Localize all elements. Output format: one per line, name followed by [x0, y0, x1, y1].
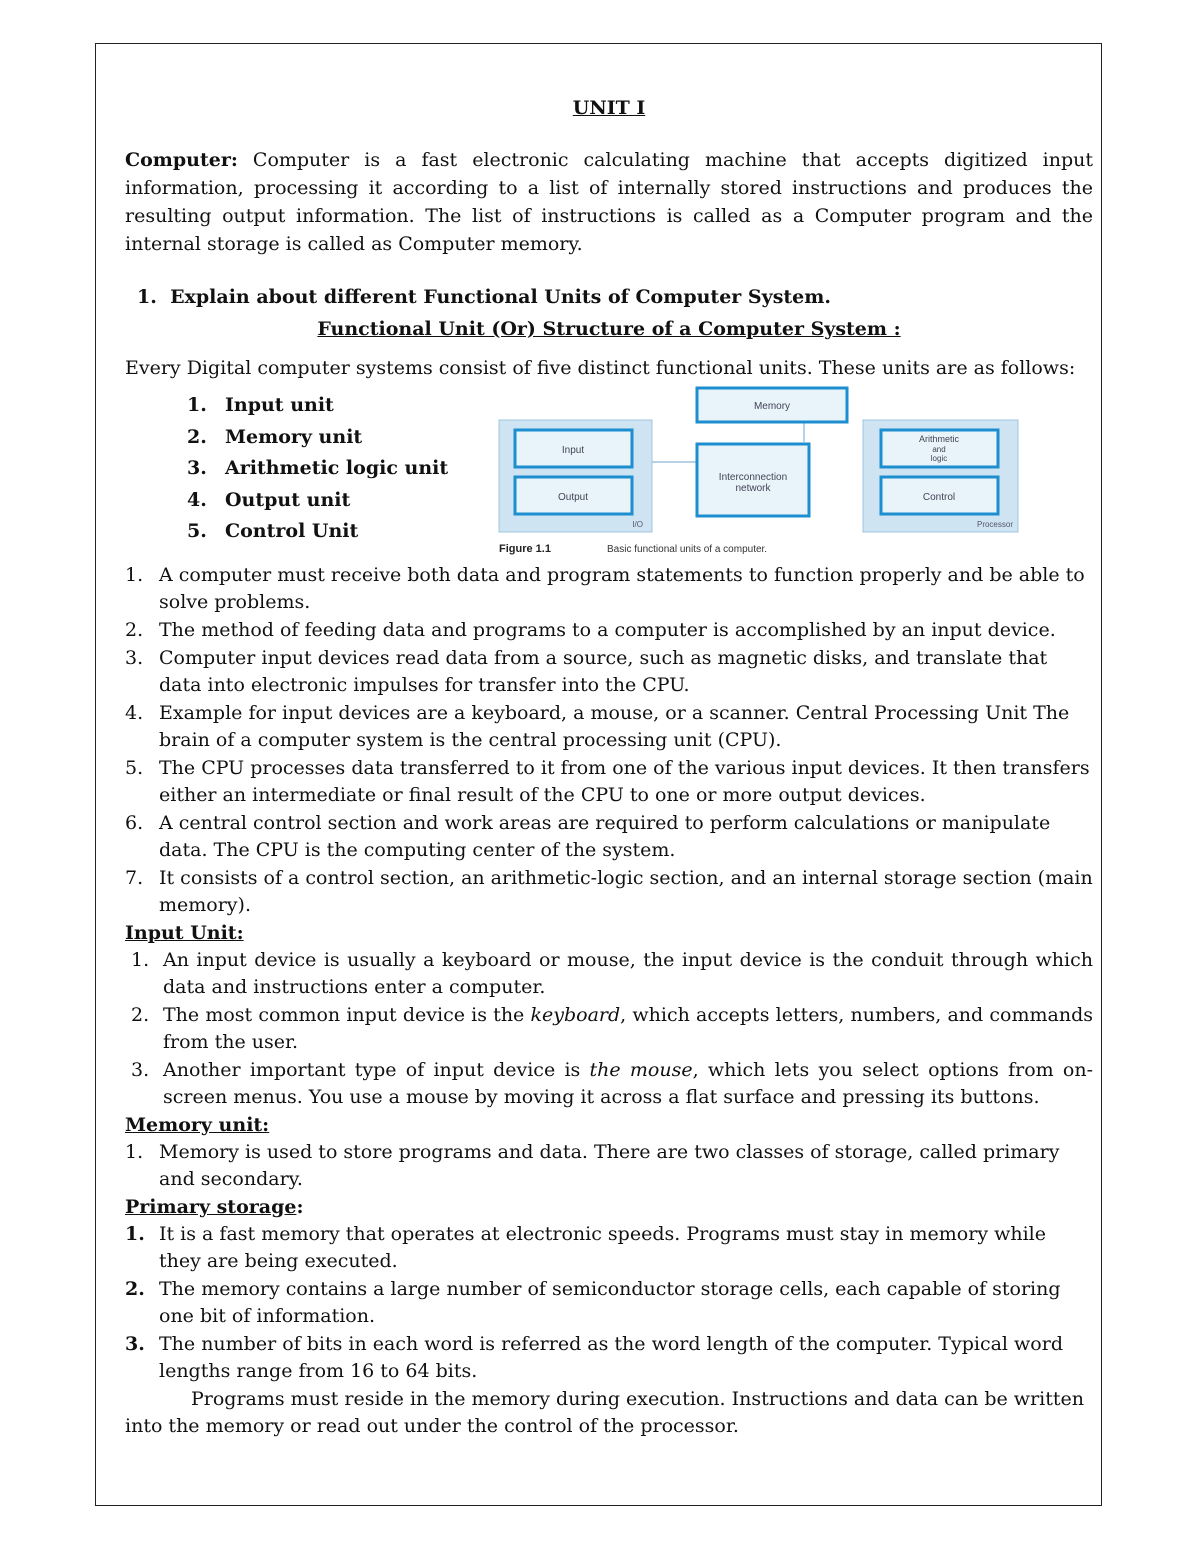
cpu-points-list — [125, 562, 1093, 919]
list-item: 7. It consists of a control section, an arithmetic-logic section, and an internal storage section (main memory). — [125, 867, 1093, 916]
input-box-label: Input — [561, 445, 585, 456]
memory-unit-list — [125, 1139, 1093, 1193]
list-item: 4. Example for input devices are a keyboard, a mouse, or a scanner. Central Processing Unit The brain of a computer system is the central processing unit (CPU). — [125, 702, 1070, 751]
memory-box-label: Memory — [753, 401, 791, 412]
list-item: 1. A computer must receive both data and program statements to function properly and be able to solve problems. — [125, 564, 1085, 613]
intro-paragraph — [125, 146, 1093, 258]
primary-storage-list — [125, 1221, 1093, 1385]
section-subtitle: Functional Unit (Or) Structure of a Computer System : — [317, 318, 901, 340]
primary-storage-heading: Primary storage — [125, 1196, 297, 1218]
control-box-label: Control — [922, 492, 956, 503]
document-body — [125, 97, 1093, 1440]
list-item: 3. Computer input devices read data from a source, such as magnetic disks, and translate that data into electronic impulses for transfer into the CPU. — [125, 647, 1048, 696]
unit-title: UNIT I — [572, 97, 646, 119]
list-item: 3. Another important type of input device is the mouse, which lets you select options from on-screen menus. You use a mouse by moving it across a flat surface and pressing its buttons. — [131, 1059, 1093, 1108]
list-item: 2. Memory unit — [187, 425, 363, 448]
question-heading — [137, 284, 1093, 310]
list-item: 1. It is a fast memory that operates at electronic speeds. Programs must stay in memory while they are being executed. — [125, 1223, 1046, 1272]
list-item: 2. The memory contains a large number of semiconductor storage cells, each capable of storing one bit of information. — [125, 1278, 1061, 1327]
output-box-label: Output — [557, 492, 589, 503]
units-list — [187, 390, 448, 548]
list-item: 4. Output unit — [187, 488, 351, 511]
list-item: 5. The CPU processes data transferred to it from one of the various input devices. It then transfers either an intermediate or final result of the CPU to one or more output devices. — [125, 757, 1090, 806]
input-unit-list — [125, 947, 1093, 1111]
io-label: I/O — [632, 520, 643, 529]
list-item: 3. Arithmetic logic unit — [187, 457, 449, 479]
functional-units-figure — [497, 386, 1027, 556]
interconnection-label-1: Interconnection — [718, 472, 788, 483]
list-item: 6. A central control section and work areas are required to perform calculations or manipulate data. The CPU is the computing center of the system. — [125, 812, 1051, 861]
question-text: Explain about different Functional Units of Computer System. — [170, 286, 831, 308]
primary-storage-heading-row: Primary storage: — [125, 1196, 304, 1218]
lead-paragraph: Every Digital computer systems consist of five distinct functional units. These units are as follows: — [125, 357, 1076, 379]
interconnection-label-2: network — [735, 483, 771, 494]
alu-label-2: and — [932, 445, 946, 454]
list-item: 1. Input unit — [187, 394, 334, 416]
memory-unit-heading: Memory unit: — [125, 1114, 270, 1136]
list-item: 2. The method of feeding data and programs to a computer is accomplished by an input device. — [125, 619, 1056, 641]
units-row — [125, 386, 1093, 562]
list-item: 2. The most common input device is the keyboard, which accepts letters, numbers, and commands from the user. — [131, 1004, 1093, 1053]
figure-caption-number: Figure 1.1 — [499, 543, 551, 555]
intro-term: Computer: — [125, 149, 238, 171]
figure-caption-text: Basic functional units of a computer. — [607, 544, 768, 555]
list-item: 3. The number of bits in each word is referred as the word length of the computer. Typical word lengths range from 16 to 64 bits. — [125, 1333, 1063, 1382]
closing-paragraph: Programs must reside in the memory during execution. Instructions and data can be written into the memory or read out under the control of the processor. — [125, 1388, 1084, 1437]
list-item: 1. Memory is used to store programs and data. There are two classes of storage, called primary and secondary. — [125, 1141, 1060, 1190]
processor-label: Processor — [976, 520, 1013, 529]
question-number: 1. — [137, 286, 157, 308]
input-unit-heading: Input Unit: — [125, 922, 244, 944]
alu-label-3: logic — [930, 454, 948, 463]
intro-text: Computer is a fast electronic calculating machine that accepts digitized input information, processing it according to a list of internally stored instructions and produces the resulting output information. The list of instructions is called as a Computer program and the internal storage is called as Computer memory. — [125, 149, 1093, 255]
list-item: 5. Control Unit — [187, 520, 359, 542]
alu-label-1: Arithmetic — [918, 434, 960, 444]
list-item: 1. An input device is usually a keyboard or mouse, the input device is the conduit through which data and instructions enter a computer. — [131, 949, 1093, 998]
